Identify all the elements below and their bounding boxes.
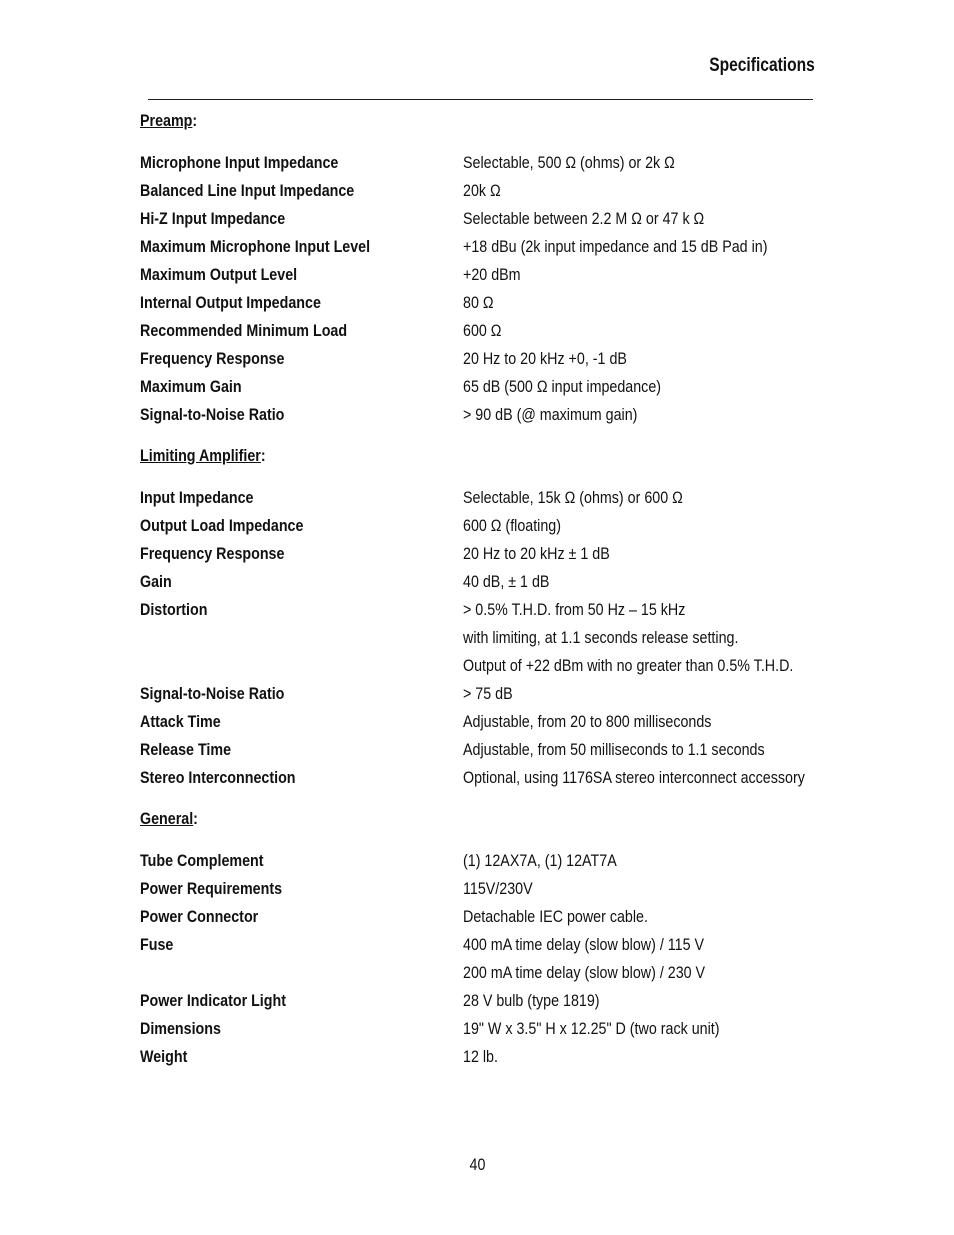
- spec-value: 80 Ω: [463, 293, 494, 312]
- spec-label: Balanced Line Input Impedance: [140, 181, 355, 200]
- spec-value: 115V/230V: [463, 879, 533, 898]
- spec-label: Dimensions: [140, 1019, 221, 1038]
- spec-row: [140, 484, 820, 512]
- spec-value: 20 Hz to 20 kHz +0, -1 dB: [463, 349, 627, 368]
- spec-value: 20 Hz to 20 kHz ± 1 dB: [463, 544, 610, 563]
- spec-value: Optional, using 1176SA stereo interconnect accessory: [463, 768, 805, 787]
- section-limiting-amplifier: [140, 442, 820, 805]
- section-end: [140, 429, 820, 442]
- spec-value: (1) 12AX7A, (1) 12AT7A: [463, 851, 617, 870]
- page-number: [0, 1155, 954, 1175]
- spec-value: 400 mA time delay (slow blow) / 115 V: [463, 935, 705, 954]
- spec-value: Selectable, 15k Ω (ohms) or 600 Ω: [463, 488, 683, 507]
- section-title-general: General:: [140, 809, 198, 828]
- spec-value: > 0.5% T.H.D. from 50 Hz – 15 kHz: [463, 600, 686, 619]
- spec-label: Maximum Output Level: [140, 265, 298, 284]
- spec-row: [140, 959, 820, 987]
- spec-label: Stereo Interconnection: [140, 768, 296, 787]
- spec-label: Power Connector: [140, 907, 259, 926]
- section-title-limiting-amplifier: Limiting Amplifier:: [140, 446, 266, 465]
- spec-value: Adjustable, from 20 to 800 milliseconds: [463, 712, 712, 731]
- spec-value: +20 dBm: [463, 265, 521, 284]
- spec-label: Frequency Response: [140, 349, 285, 368]
- spec-value: Adjustable, from 50 milliseconds to 1.1 seconds: [463, 740, 765, 759]
- spec-row: [140, 317, 820, 345]
- spec-value: Output of +22 dBm with no greater than 0.5% T.H.D.: [463, 656, 794, 675]
- spec-row: [140, 847, 820, 875]
- page-number-text: 40: [469, 1155, 485, 1174]
- spec-row: [140, 373, 820, 401]
- spec-row: [140, 345, 820, 373]
- spec-label: Microphone Input Impedance: [140, 153, 339, 172]
- spec-value: +18 dBu (2k input impedance and 15 dB Pad in): [463, 237, 768, 256]
- spec-row: [140, 540, 820, 568]
- spec-label: Recommended Minimum Load: [140, 321, 348, 340]
- spec-label: Signal-to-Noise Ratio: [140, 684, 285, 703]
- spec-value: 19" W x 3.5" H x 12.25" D (two rack unit): [463, 1019, 720, 1038]
- spec-row: [140, 931, 820, 959]
- spec-label: Input Impedance: [140, 488, 254, 507]
- section-preamp: [140, 107, 820, 442]
- spec-label: Maximum Gain: [140, 377, 242, 396]
- spec-row: [140, 680, 820, 708]
- spec-value: 12 lb.: [463, 1047, 498, 1066]
- spec-label: Signal-to-Noise Ratio: [140, 405, 285, 424]
- spec-label: Release Time: [140, 740, 232, 759]
- spec-content: [140, 107, 820, 1084]
- spec-row: [140, 149, 820, 177]
- spec-label: Gain: [140, 572, 172, 591]
- section-general: [140, 805, 820, 1084]
- section-title-text: Preamp: [140, 111, 193, 130]
- section-gap: [140, 470, 820, 484]
- spec-label: Weight: [140, 1047, 188, 1066]
- spec-value: 28 V bulb (type 1819): [463, 991, 600, 1010]
- spec-row: [140, 205, 820, 233]
- spec-label: Frequency Response: [140, 544, 285, 563]
- spec-label: Attack Time: [140, 712, 221, 731]
- spec-row: [140, 596, 820, 624]
- spec-value: with limiting, at 1.1 seconds release setting.: [463, 628, 739, 647]
- spec-row: [140, 289, 820, 317]
- spec-label: Distortion: [140, 600, 208, 619]
- spec-label: Output Load Impedance: [140, 516, 304, 535]
- spec-value: Detachable IEC power cable.: [463, 907, 648, 926]
- spec-row: [140, 568, 820, 596]
- spec-value: 600 Ω (floating): [463, 516, 562, 535]
- section-title-preamp: Preamp:: [140, 111, 198, 130]
- spec-row: [140, 401, 820, 429]
- page-header-title: Specifications: [709, 55, 815, 76]
- spec-row: [140, 875, 820, 903]
- spec-value: Selectable, 500 Ω (ohms) or 2k Ω: [463, 153, 675, 172]
- spec-label: Power Indicator Light: [140, 991, 286, 1010]
- spec-row: [140, 261, 820, 289]
- section-end: [140, 792, 820, 805]
- section-end: [140, 1071, 820, 1084]
- spec-value: Selectable between 2.2 M Ω or 47 k Ω: [463, 209, 705, 228]
- spec-row: [140, 736, 820, 764]
- spec-value: 40 dB, ± 1 dB: [463, 572, 550, 591]
- spec-row: [140, 652, 820, 680]
- spec-row: [140, 764, 820, 792]
- spec-label: Maximum Microphone Input Level: [140, 237, 371, 256]
- header-rule: [148, 99, 813, 100]
- spec-label: Power Requirements: [140, 879, 283, 898]
- section-gap: [140, 135, 820, 149]
- spec-value: 20k Ω: [463, 181, 501, 200]
- section-title-text: General: [140, 809, 194, 828]
- spec-value: 200 mA time delay (slow blow) / 230 V: [463, 963, 706, 982]
- spec-row: [140, 177, 820, 205]
- spec-row: [140, 233, 820, 261]
- spec-row: [140, 624, 820, 652]
- spec-row: [140, 512, 820, 540]
- spec-value: > 75 dB: [463, 684, 513, 703]
- spec-row: [140, 1043, 820, 1071]
- spec-label: Hi-Z Input Impedance: [140, 209, 286, 228]
- spec-value: 600 Ω: [463, 321, 502, 340]
- spec-label: Internal Output Impedance: [140, 293, 321, 312]
- spec-row: [140, 1015, 820, 1043]
- spec-label: Tube Complement: [140, 851, 264, 870]
- section-title-text: Limiting Amplifier: [140, 446, 261, 465]
- spec-value: 65 dB (500 Ω input impedance): [463, 377, 662, 396]
- section-gap: [140, 833, 820, 847]
- spec-row: [140, 903, 820, 931]
- spec-row: [140, 987, 820, 1015]
- spec-row: [140, 708, 820, 736]
- spec-label: Fuse: [140, 935, 174, 954]
- spec-value: > 90 dB (@ maximum gain): [463, 405, 638, 424]
